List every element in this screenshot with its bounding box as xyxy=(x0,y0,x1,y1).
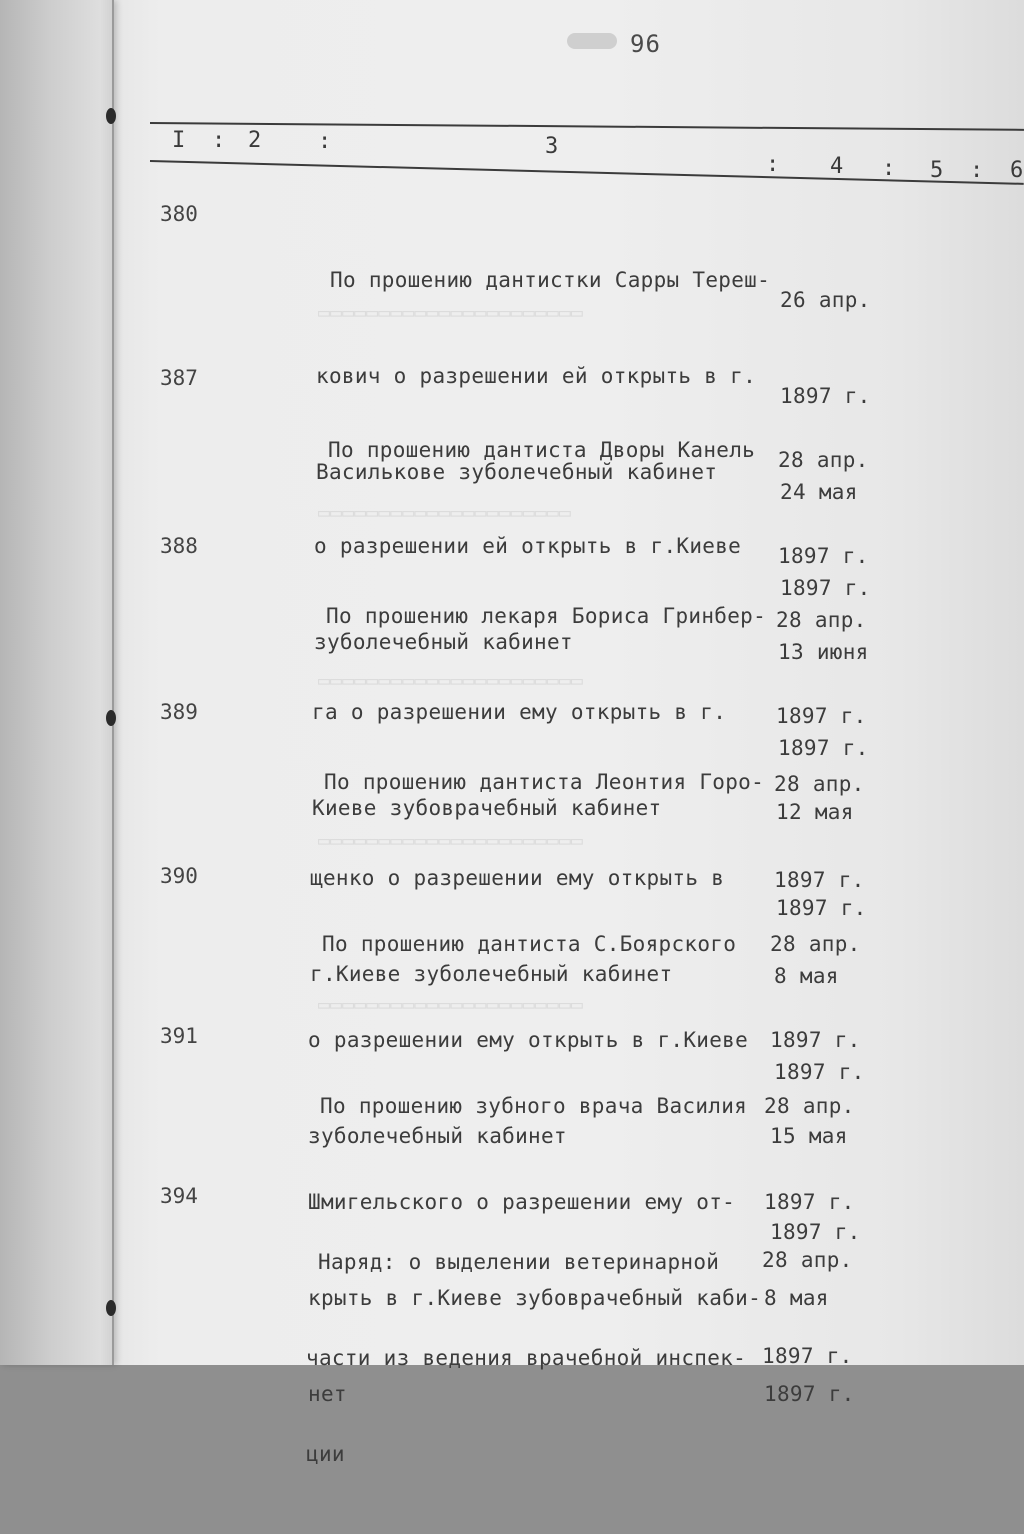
entry-line: ции xyxy=(306,1442,345,1466)
entry-date-line: 28 апр. xyxy=(778,448,869,472)
previous-page-edge xyxy=(0,0,114,1365)
entry-line: Наряд: о выделении ветеринарной xyxy=(318,1250,720,1274)
entry-number: 380 xyxy=(160,202,198,226)
binding-hole-icon xyxy=(106,108,116,124)
entry-number: 387 xyxy=(160,366,198,390)
entry-line: о разрешении ему открыть в г.Киеве xyxy=(308,1028,749,1052)
page-number: 96 xyxy=(630,30,661,58)
entry-line: зуболечебный кабинет xyxy=(314,630,573,654)
binding-hole-icon xyxy=(106,1300,116,1316)
entry-number: 390 xyxy=(160,864,198,888)
column-separator: : xyxy=(766,152,780,177)
entry-date-line: 26 апр. xyxy=(780,288,871,312)
entry-date-line: 8 мая xyxy=(764,1286,829,1310)
entry-date-line: 28 апр. xyxy=(774,772,865,796)
entry-line: зуболечебный кабинет xyxy=(308,1124,567,1148)
entry-line: Киеве зубоврачебный кабинет xyxy=(312,796,662,820)
entry-date-line: 24 мая xyxy=(780,480,858,504)
entry-number: 394 xyxy=(160,1184,198,1208)
entry-date-line: 1897 г. xyxy=(778,736,869,760)
entry-line: По прошению дантиста Леонтия Горо- xyxy=(324,770,765,794)
entry-date-line: 1897 г. xyxy=(778,544,869,568)
entry-date-line: 1897 г. xyxy=(780,576,871,600)
bleed-through-mark: ▭▭▭▭▭▭▭▭▭▭▭▭▭▭▭▭▭▭▭▭▭▭ xyxy=(318,668,583,692)
column-separator: : xyxy=(212,128,226,153)
entry-line: По прошению лекаря Бориса Гринбер- xyxy=(326,604,767,628)
binding-hole-icon xyxy=(106,710,116,726)
entry-dates xyxy=(762,1180,872,1436)
entry-date-line: 1897 г. xyxy=(770,1028,861,1052)
entry-number: 391 xyxy=(160,1024,198,1048)
entry-line: По прошению дантиста Дворы Канель xyxy=(328,438,756,462)
entry-line: По прошению зубного врача Василия xyxy=(320,1094,748,1118)
entry-date-line: 1897 г. xyxy=(776,704,867,728)
entry-date-line: 28 апр. xyxy=(770,932,861,956)
entry-description xyxy=(306,1182,766,1534)
entry-line: Василькове зуболечебный кабинет xyxy=(316,460,718,484)
entry-date-line: 8 мая xyxy=(774,964,839,988)
entry-date-line: 1897 г. xyxy=(770,1220,861,1244)
entry-line: щенко о разрешении ему открыть в xyxy=(310,866,725,890)
entry-line: кович о разрешении ей открыть в г. xyxy=(316,364,757,388)
header-top-rule xyxy=(150,122,1024,131)
entry-date-line: 1897 г. xyxy=(774,868,865,892)
column-header-2: 2 xyxy=(248,128,262,153)
bleed-through-mark: ▭▭▭▭▭▭▭▭▭▭▭▭▭▭▭▭▭▭▭▭▭▭ xyxy=(318,992,583,1016)
column-header-5: 5 xyxy=(930,158,944,183)
entry-line: крыть в г.Киеве зубоврачебный каби- xyxy=(308,1286,762,1310)
entry-line: нет xyxy=(308,1382,347,1406)
entry-line: г.Киеве зуболечебный кабинет xyxy=(310,962,673,986)
column-header-4: 4 xyxy=(830,154,844,179)
column-header-1: I xyxy=(172,128,186,153)
entry-line: По прошению дантистки Сарры Тереш- xyxy=(330,268,771,292)
entry-date-line: 1897 г. xyxy=(776,896,867,920)
entry-date-line: 1897 г. xyxy=(780,384,871,408)
column-separator: : xyxy=(882,156,896,181)
column-separator: : xyxy=(318,129,332,154)
column-header-3: 3 xyxy=(545,134,559,159)
entry-number: 388 xyxy=(160,534,198,558)
entry-date-line: 1897 г. xyxy=(764,1190,855,1214)
entry-date-line: 15 мая xyxy=(770,1124,848,1148)
bleed-through-mark: ▭▭▭▭▭▭▭▭▭▭▭▭▭▭▭▭▭▭▭▭▭▭ xyxy=(318,828,583,852)
entry-date-line: 1897 г. xyxy=(764,1382,855,1406)
entry-line: Шмигельского о разрешении ему от- xyxy=(308,1190,736,1214)
entry-date-line: 28 апр. xyxy=(776,608,867,632)
entry-date-line: 28 апр. xyxy=(762,1248,853,1272)
entry-line: о разрешении ей открыть в г.Киеве xyxy=(314,534,742,558)
entry-date-line: 1897 г. xyxy=(762,1344,853,1368)
entry-number: 389 xyxy=(160,700,198,724)
entry-line: га о разрешении ему открыть в г. xyxy=(312,700,727,724)
bleed-through-mark: ▭▭▭▭▭▭▭▭▭▭▭▭▭▭▭▭▭▭▭▭▭ xyxy=(318,500,571,524)
entry-date-line: 12 мая xyxy=(776,800,854,824)
entry-date-line: 28 апр. xyxy=(764,1094,855,1118)
entry-date-line: 1897 г. xyxy=(774,1060,865,1084)
entry-date-line: 13 июня xyxy=(778,640,869,664)
column-header-6: 6 xyxy=(1010,158,1024,183)
entry-line: По прошению дантиста С.Боярского xyxy=(322,932,737,956)
stamp-mark xyxy=(567,33,617,49)
bleed-through-mark: ▭▭▭▭▭▭▭▭▭▭▭▭▭▭▭▭▭▭▭▭▭▭ xyxy=(318,300,583,324)
entry-line: части из ведения врачебной инспек- xyxy=(306,1346,747,1370)
column-separator: : xyxy=(970,158,984,183)
